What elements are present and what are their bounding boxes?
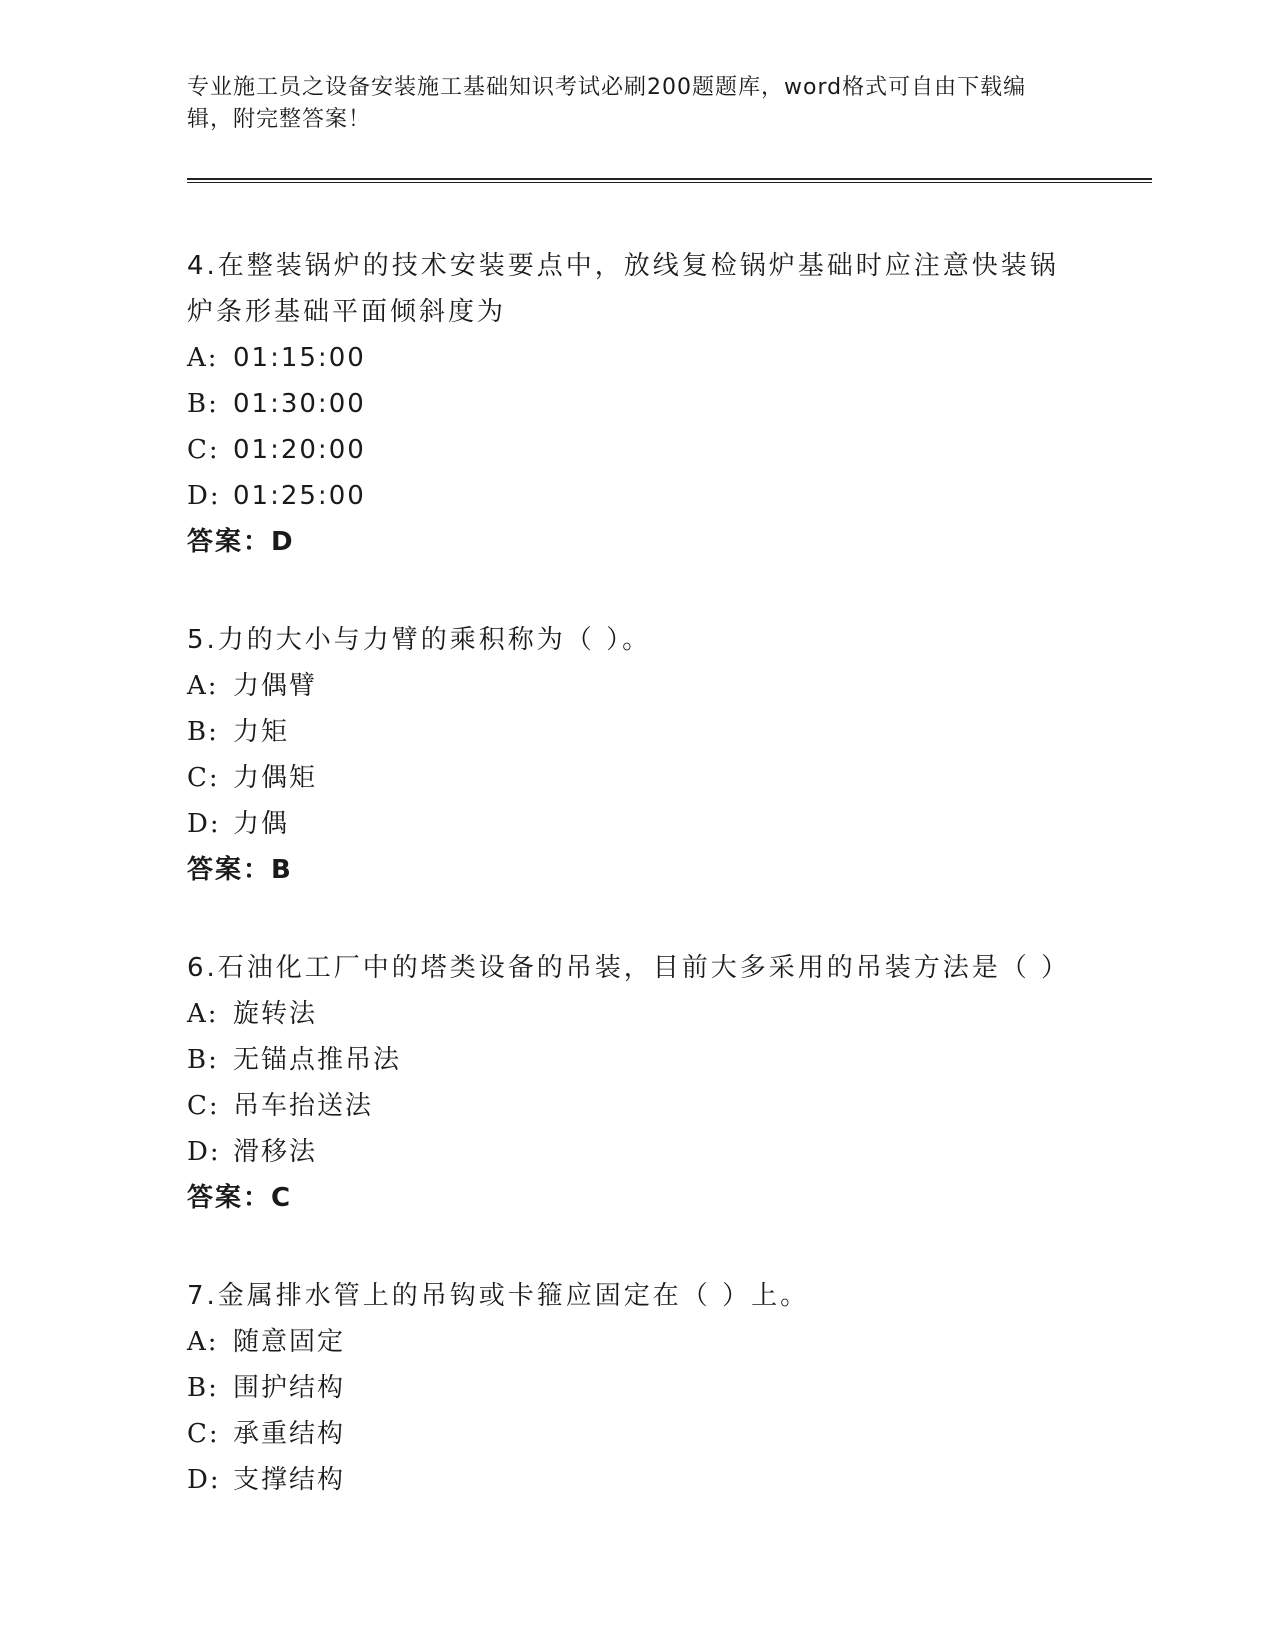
option-text: 围护结构: [233, 1373, 346, 1403]
question-list: [187, 243, 1152, 1503]
answer-line: 答案：C: [187, 1183, 293, 1213]
document-header: 专业施工员之设备安装施工基础知识考试必刷200题题库，word格式可自由下载编辑，附完整答案！: [187, 75, 1027, 132]
question-stem: 6.石油化工厂中的塔类设备的吊装，目前大多采用的吊装方法是（ ）: [187, 953, 1071, 983]
option-text: 01:20:00: [233, 435, 366, 465]
option-b: [187, 381, 1152, 427]
option-b: [187, 1037, 1152, 1083]
option-d: [187, 801, 1152, 847]
option-text: 力偶矩: [233, 763, 318, 793]
option-text: 支撑结构: [233, 1465, 346, 1495]
option-b: [187, 709, 1152, 755]
option-text: 01:25:00: [233, 481, 366, 511]
option-text: 力偶: [233, 809, 290, 839]
option-d: [187, 1129, 1152, 1175]
option-d: [187, 1457, 1152, 1503]
question-7: [187, 1273, 1152, 1503]
option-key: C:: [187, 435, 220, 465]
option-text: 滑移法: [233, 1137, 318, 1167]
document-page: [187, 72, 1152, 1555]
option-a: [187, 663, 1152, 709]
answer-line: 答案：D: [187, 527, 295, 557]
option-key: C:: [187, 1419, 220, 1449]
option-a: [187, 1319, 1152, 1365]
option-text: 承重结构: [233, 1419, 346, 1449]
option-key: B:: [187, 389, 219, 419]
option-a: [187, 335, 1152, 381]
option-text: 力矩: [233, 717, 290, 747]
question-6: [187, 945, 1152, 1221]
option-c: [187, 755, 1152, 801]
option-c: [187, 427, 1152, 473]
question-stem: 7.金属排水管上的吊钩或卡箍应固定在（ ）上。: [187, 1281, 810, 1311]
option-key: D:: [187, 809, 221, 839]
option-key: B:: [187, 717, 219, 747]
answer-line: 答案：B: [187, 855, 293, 885]
option-text: 随意固定: [233, 1327, 346, 1357]
option-d: [187, 473, 1152, 519]
option-text: 旋转法: [233, 999, 318, 1029]
option-key: C:: [187, 763, 220, 793]
question-stem: 4.在整装锅炉的技术安装要点中，放线复检锅炉基础时应注意快装锅炉条形基础平面倾斜度为: [187, 251, 1059, 327]
question-4: [187, 243, 1152, 565]
header-divider: [187, 178, 1152, 183]
option-text: 无锚点推吊法: [233, 1045, 402, 1075]
option-b: [187, 1365, 1152, 1411]
option-text: 01:30:00: [233, 389, 366, 419]
option-key: A:: [187, 343, 219, 373]
option-key: B:: [187, 1373, 219, 1403]
option-key: C:: [187, 1091, 220, 1121]
option-a: [187, 991, 1152, 1037]
option-key: A:: [187, 999, 219, 1029]
option-key: D:: [187, 1137, 221, 1167]
option-text: 01:15:00: [233, 343, 366, 373]
option-c: [187, 1083, 1152, 1129]
option-text: 吊车抬送法: [233, 1091, 374, 1121]
option-key: A:: [187, 1327, 219, 1357]
option-c: [187, 1411, 1152, 1457]
option-key: D:: [187, 481, 221, 511]
question-5: [187, 617, 1152, 893]
option-key: D:: [187, 1465, 221, 1495]
option-text: 力偶臂: [233, 671, 318, 701]
option-key: B:: [187, 1045, 219, 1075]
question-stem: 5.力的大小与力臂的乘积称为（ ）。: [187, 625, 652, 655]
option-key: A:: [187, 671, 219, 701]
